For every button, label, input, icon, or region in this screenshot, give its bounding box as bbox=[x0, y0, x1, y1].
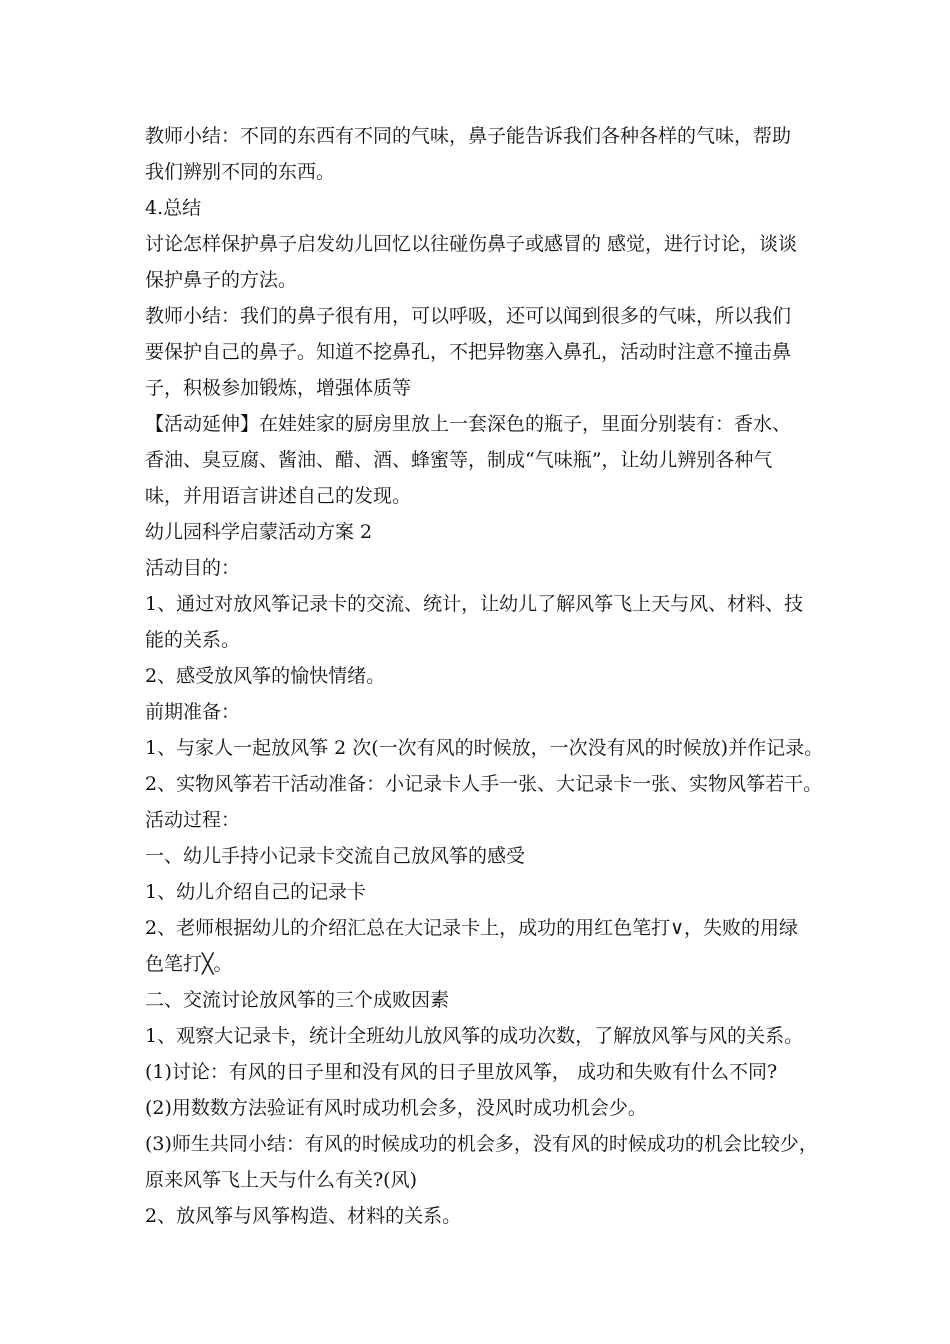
text-line: (2)用数数方法验证有风时成功机会多，没风时成功机会少。 bbox=[145, 1097, 647, 1119]
text-line: 1、观察大记录卡，统计全班幼儿放风筝的成功次数，了解放风筝与风的关系。 bbox=[145, 1025, 804, 1047]
section-heading: 4.总结 bbox=[145, 197, 202, 219]
text-line: 原来风筝飞上天与什么有关?(风) bbox=[145, 1169, 418, 1191]
text-line: 要保护自己的鼻子。知道不挖鼻孔，不把异物塞入鼻孔，活动时注意不撞击鼻 bbox=[145, 341, 792, 363]
text-line: (1)讨论：有风的日子里和没有风的日子里放风筝， 成功和失败有什么不同? bbox=[145, 1061, 778, 1083]
text-line: (3)师生共同小结：有风的时候成功的机会多，没有风的时候成功的机会比较少， bbox=[145, 1133, 818, 1155]
section-heading: 前期准备： bbox=[145, 701, 241, 723]
text-line: 2、感受放风筝的愉快情绪。 bbox=[145, 665, 386, 687]
text-line: 【活动延伸】在娃娃家的厨房里放上一套深色的瓶子，里面分别装有：香水、 bbox=[145, 413, 792, 435]
document-title: 幼儿园科学启蒙活动方案 2 bbox=[145, 521, 373, 543]
text-line: 2、放风筝与风筝构造、材料的关系。 bbox=[145, 1205, 462, 1227]
text-line: 能的关系。 bbox=[145, 629, 241, 651]
section-heading: 活动目的： bbox=[145, 557, 241, 579]
text-line: 1、通过对放风筝记录卡的交流、统计，让幼儿了解风筝飞上天与风、材料、技 bbox=[145, 593, 804, 615]
text-line: 味，并用语言讲述自己的发现。 bbox=[145, 485, 412, 507]
text-line: 讨论怎样保护鼻子启发幼儿回忆以往碰伤鼻子或感冒的 感觉，进行讨论，谈谈 bbox=[145, 233, 798, 255]
text-line: 我们辨别不同的东西。 bbox=[145, 161, 336, 183]
section-heading: 活动过程： bbox=[145, 809, 241, 831]
text-line: 2、实物风筝若干活动准备：小记录卡人手一张、大记录卡一张、实物风筝若干。 bbox=[145, 773, 823, 795]
document-body bbox=[145, 118, 825, 1234]
text-line: 1、幼儿介绍自己的记录卡 bbox=[145, 881, 367, 903]
text-line: 2、老师根据幼儿的介绍汇总在大记录卡上，成功的用红色笔打∨，失败的用绿 bbox=[145, 917, 798, 939]
text-line: 子，积极参加锻炼，增强体质等 bbox=[145, 377, 412, 399]
text-line: 一、幼儿手持小记录卡交流自己放风筝的感受 bbox=[145, 845, 526, 867]
text-line: 色笔打╳。 bbox=[145, 953, 233, 975]
text-line: 1、与家人一起放风筝 2 次(一次有风的时候放，一次没有风的时候放)并作记录。 bbox=[145, 737, 824, 759]
text-line: 二、交流讨论放风筝的三个成败因素 bbox=[145, 989, 450, 1011]
text-line: 教师小结：我们的鼻子很有用，可以呼吸，还可以闻到很多的气味，所以我们 bbox=[145, 305, 792, 327]
text-line: 香油、臭豆腐、酱油、醋、酒、蜂蜜等，制成“气味瓶”，让幼儿辨别各种气 bbox=[145, 449, 773, 471]
text-line: 教师小结：不同的东西有不同的气味，鼻子能告诉我们各种各样的气味，帮助 bbox=[145, 125, 792, 147]
text-line: 保护鼻子的方法。 bbox=[145, 269, 298, 291]
